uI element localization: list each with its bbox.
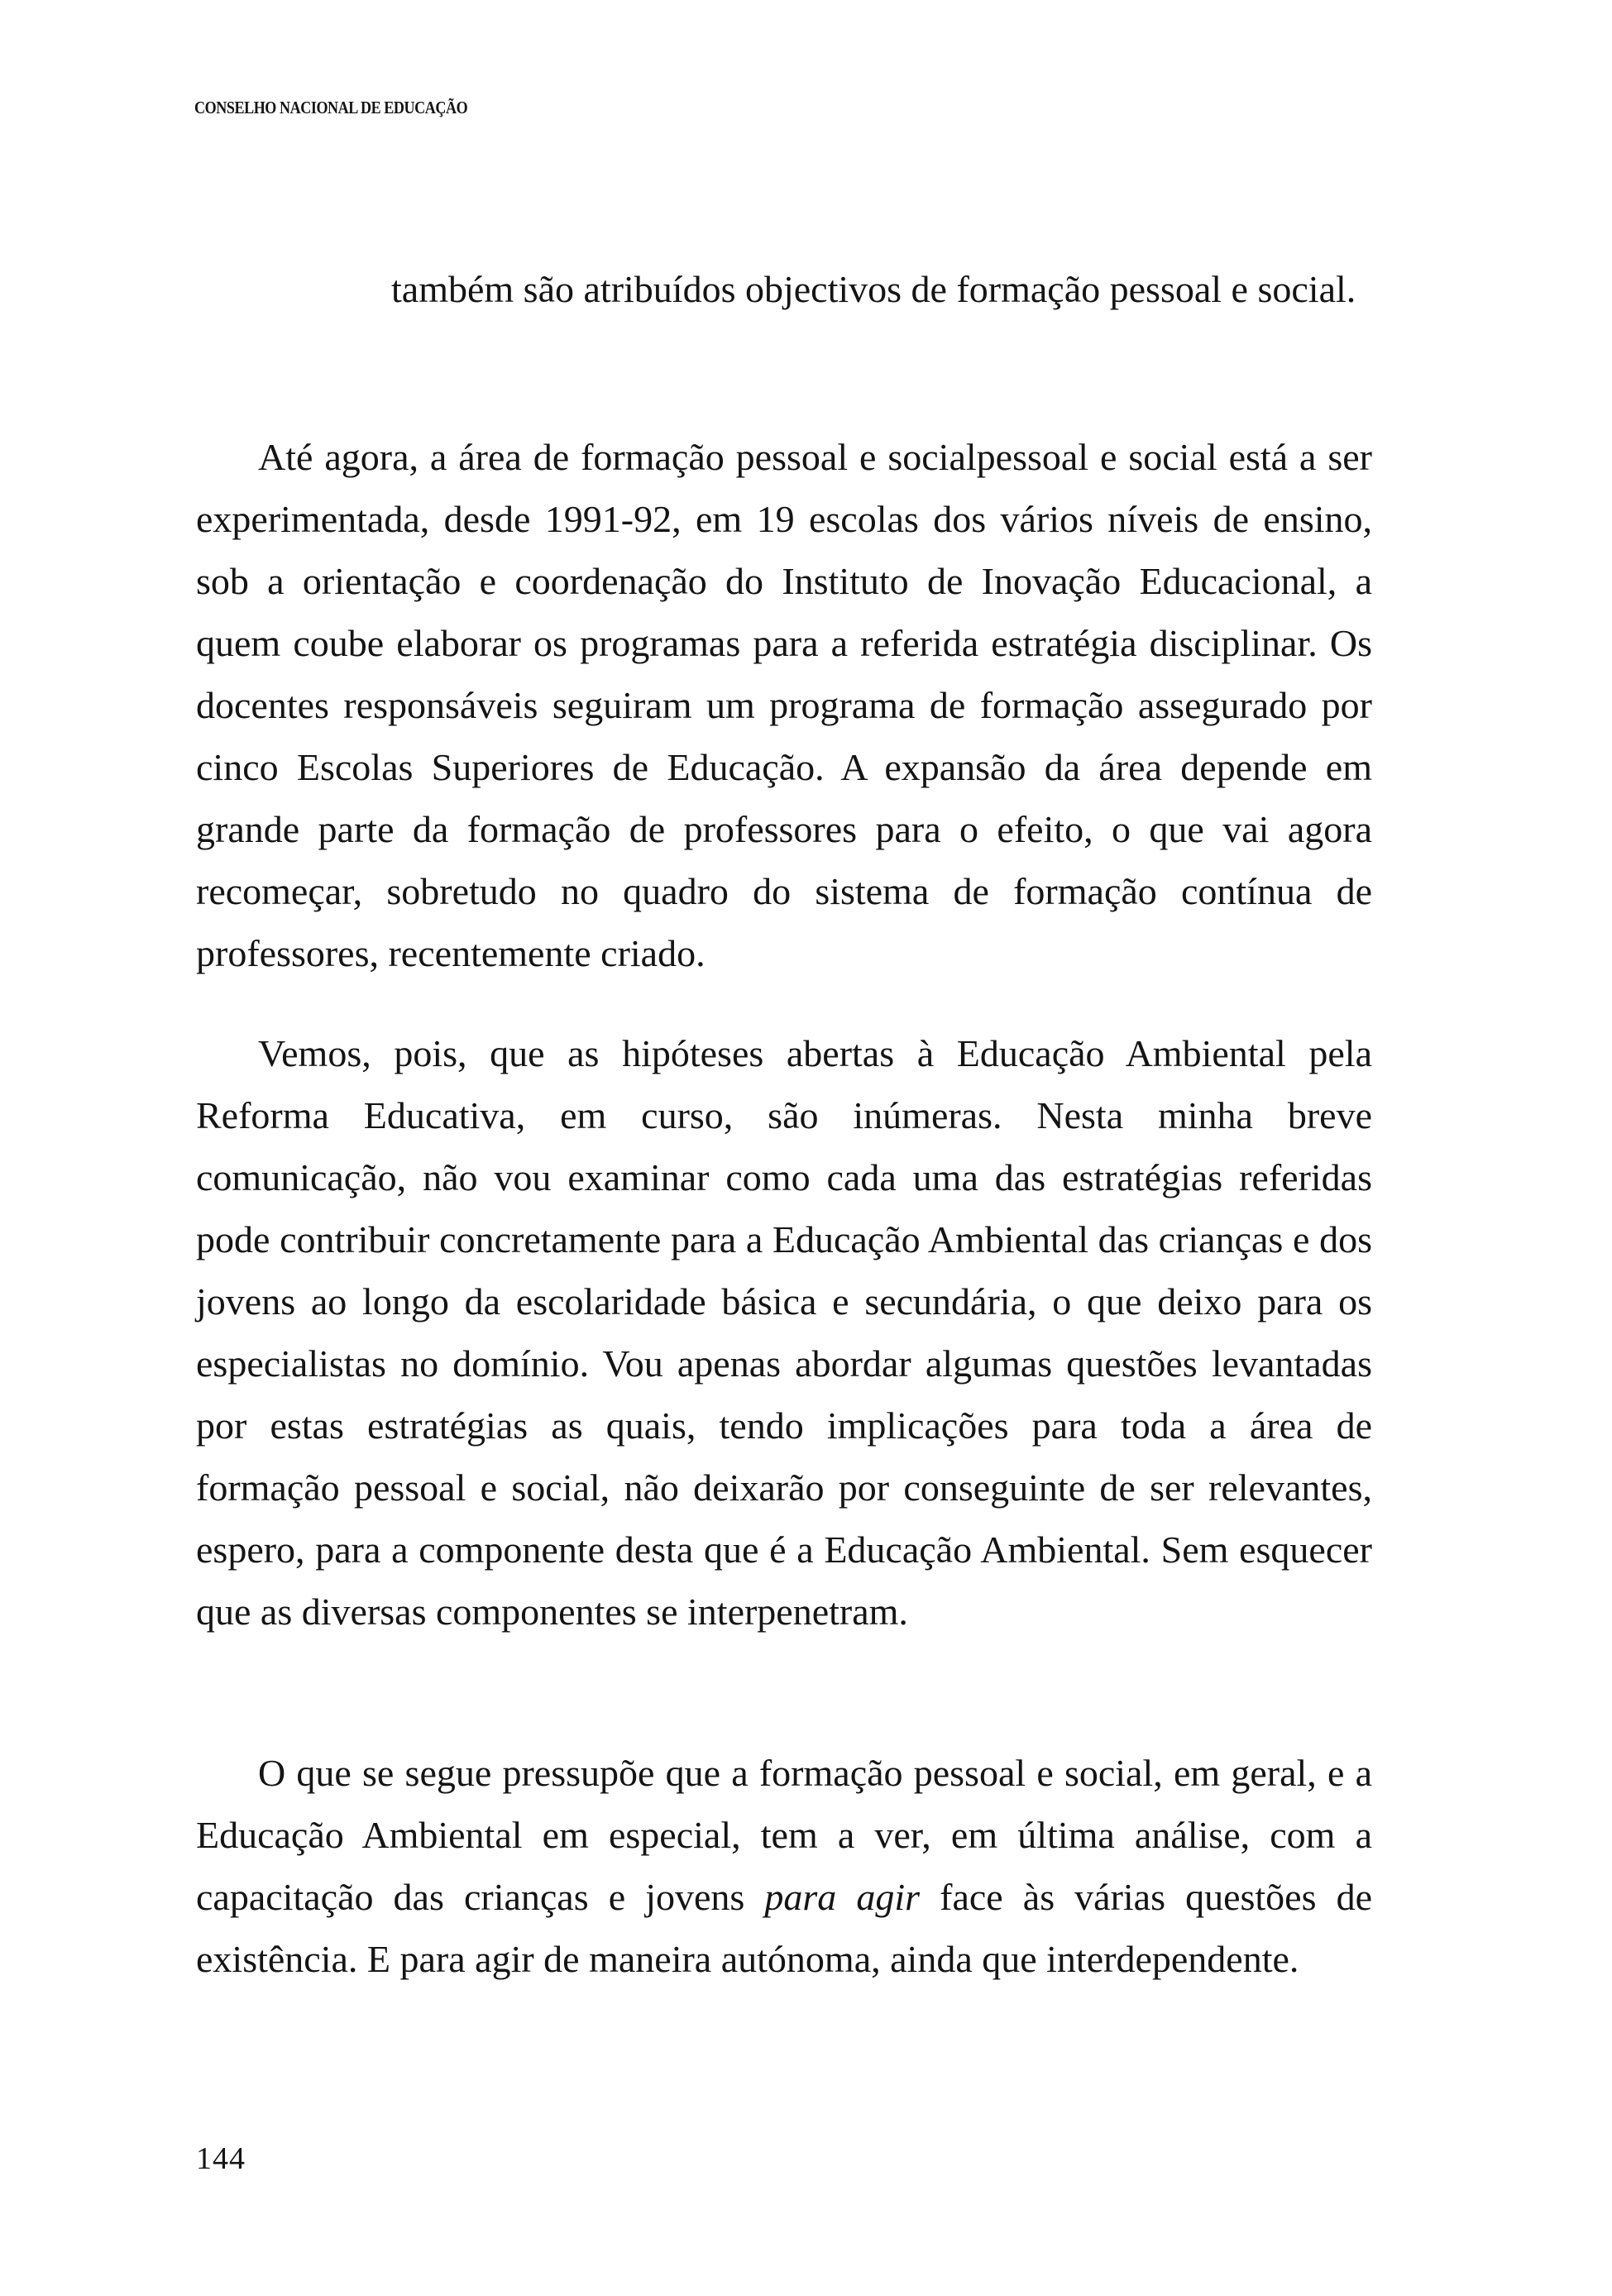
body-paragraph-1: Até agora, a área de formação pessoal e socialpessoal e social está a ser experimentada, desde 1991-92, em 19 escolas dos vários níveis de ensino, sob a orientação e coordenação do Instituto de Inovação Educacional, a quem coube elaborar os programas para a referida estratégia disciplinar. Os docentes responsáveis seguiram um programa de formação assegurado por cinco Escolas Superiores de Educação. A expansão da área depende em grande parte da formação de professores para o efeito, o que vai agora recomeçar, sobretudo no quadro do sistema de formação contínua de professores, recentemente criado. xyxy=(196,436,1372,974)
body-paragraph-3 xyxy=(196,1742,1372,1990)
paragraph-3-text-end: face às várias questões de existência. E para agir de maneira autónoma, ainda que interdependente. xyxy=(196,1876,1372,1980)
page-number: 144 xyxy=(196,2141,246,2176)
paragraph-3-text-start: O que se segue pressupõe que a formação pessoal e social, em geral, e a Educação Ambiental em especial, tem a ver, em última análise, com a capacitação das crianças e jovens xyxy=(196,1752,1372,1918)
emphasis-para-agir: para agir xyxy=(764,1876,921,1918)
running-header: CONSELHO NACIONAL DE EDUCAÇÃO xyxy=(194,98,468,117)
continuation-paragraph: também são atribuídos objectivos de formação pessoal e social. xyxy=(391,268,1356,310)
body-paragraph-2: Vemos, pois, que as hipóteses abertas à Educação Ambiental pela Reforma Educativa, em curso, são inúmeras. Nesta minha breve comunicação, não vou examinar como cada uma das estratégias referidas pode contribuir concretamente para a Educação Ambiental das crianças e dos jovens ao longo da escolaridade básica e secundária, o que deixo para os especialistas no domínio. Vou apenas abordar algumas questões levantadas por estas estratégias as quais, tendo implicações para toda a área de formação pessoal e social, não deixarão por conseguinte de ser relevantes, espero, para a componente desta que é a Educação Ambiental. Sem esquecer que as diversas componentes se interpenetram. xyxy=(196,1032,1372,1633)
